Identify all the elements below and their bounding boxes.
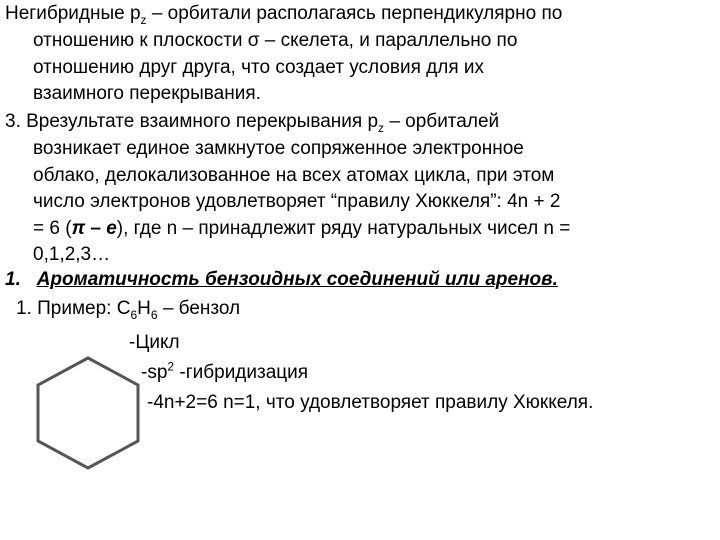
example-line3 xyxy=(141,361,308,385)
paragraph2-line3: облако, делокализованное на всех атомах цикла, при этом xyxy=(33,165,555,186)
paragraph1-line1 xyxy=(5,2,562,26)
subscript: z xyxy=(378,120,385,135)
heading-number: 1. xyxy=(5,269,21,290)
paragraph1-line2: отношению к плоскости σ – скелета, и параллельно по xyxy=(33,30,518,51)
paragraph2-line6: 0,1,2,3… xyxy=(33,244,111,265)
text-fragment: ), где n – принадлежит ряду натуральных чисел n = xyxy=(116,218,571,239)
paragraph1-line4: взаимного перекрывания. xyxy=(33,83,261,104)
example-line4: -4n+2=6 n=1, что удовлетворяет правилу Хюккеля. xyxy=(147,392,594,413)
benzene-hexagon-icon xyxy=(32,354,144,472)
text-fragment: 3. Врезультате взаимного перекрывания p xyxy=(5,111,379,132)
example-line1 xyxy=(16,297,240,321)
subscript: 6 xyxy=(130,307,138,322)
paragraph2-line2: возникает единое замкнутое сопряженное электронное xyxy=(33,138,524,159)
text-fragment: – бензол xyxy=(157,298,241,319)
text-fragment: Негибридные p xyxy=(5,3,141,24)
text-fragment: H xyxy=(137,298,151,319)
text-fragment: – орбиталей xyxy=(384,111,500,132)
paragraph2-line4: число электронов удовлетворяет “правилу Хюккеля”: 4n + 2 xyxy=(33,191,561,212)
example-line2: -Цикл xyxy=(129,332,180,353)
text-fragment: -гибридизация xyxy=(174,362,309,383)
paragraph2-line1 xyxy=(5,110,499,134)
text-fragment: – орбитали располагаясь перпендикулярно по xyxy=(146,3,563,24)
text-fragment: 1. Пример: C xyxy=(16,298,131,319)
text-fragment: -sp xyxy=(141,362,168,383)
section-heading xyxy=(5,268,558,292)
paragraph1-line3: отношению друг друга, что создает условия для их xyxy=(33,57,485,78)
hexagon-outline xyxy=(38,358,138,468)
text-fragment: = 6 ( xyxy=(33,218,72,239)
subscript: z xyxy=(140,12,147,27)
superscript: 2 xyxy=(167,359,175,374)
pi-electron-term: π – e xyxy=(71,218,117,239)
subscript: 6 xyxy=(150,307,158,322)
heading-text: Ароматичность бензоидных соединений или аренов. xyxy=(36,269,558,290)
paragraph2-line5 xyxy=(33,217,570,241)
